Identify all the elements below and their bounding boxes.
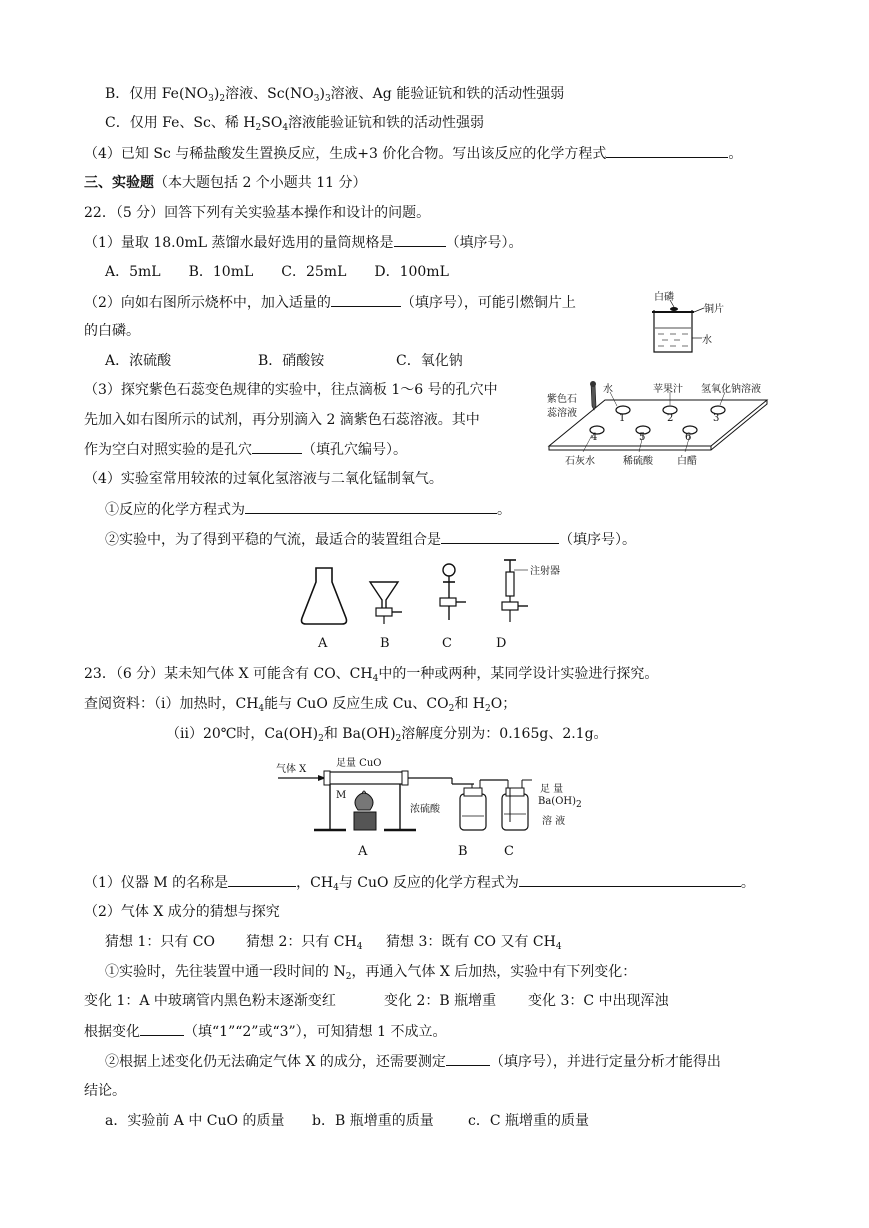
sulfuric-acid-label: 浓硫酸 — [410, 804, 440, 815]
q22-stem: 22．（5 分）回答下列有关实验基本操作和设计的问题。 — [84, 205, 431, 221]
q23-part1: （1）仪器 M 的名称是 ，$CH_4$与 CuO 反应的化学方程式为 。 — [84, 872, 755, 898]
gas-x-label: 气体 X — [276, 764, 307, 775]
answer-blank[interactable] — [252, 439, 302, 454]
q21-part4: （4）已知 Sc 与稀盐酸发生置换反应，生成+3 价化合物。写出该反应的化学方程式 。 — [84, 143, 742, 164]
cuo-label: 足量 CuO — [336, 758, 382, 769]
q22-part4-stem: （4）实验室常用较浓的过氧化氢溶液与二氧化锰制氧气。 — [84, 471, 443, 487]
q23-change-2: 变化 2：B 瓶增重 — [384, 993, 497, 1009]
setup-b-label: B — [458, 844, 468, 859]
q22-part2: （2）向如右图所示烧杯中，加入适量的 （填序号），可能引燃铜片上 — [84, 292, 576, 313]
q23-guess-1: 猜想 1：只有 CO — [105, 934, 215, 950]
hole-1: 1 — [619, 413, 626, 424]
phosphorus-label: 白磷 — [654, 292, 674, 303]
q22-part2-option-b: B．硝酸铵 — [258, 353, 325, 369]
burner-m-label: M — [336, 790, 347, 801]
q23-step-2-line2: 结论。 — [84, 1083, 126, 1099]
q22-part3-line2: 先加入如右图所示的试剂，再分别滴入 2 滴紫色石蕊溶液。其中 — [84, 412, 480, 428]
litmus-label: 紫色石 — [547, 394, 577, 405]
reagent-6: 白醋 — [677, 456, 697, 467]
reagent-5: 稀硫酸 — [623, 456, 653, 467]
q23-change-3: 变化 3：C 中出现浑浊 — [528, 993, 669, 1009]
apparatus-c-label: C — [442, 636, 452, 651]
q22-part3-line3: 作为空白对照实验的是孔穴 （填孔穴编号）。 — [84, 439, 407, 460]
q22-part1-options: A．5mL B．10mL C．25mL D．100mL — [105, 264, 449, 280]
answer-blank[interactable] — [331, 292, 401, 307]
hole-3: 3 — [713, 413, 720, 424]
hole-2: 2 — [667, 413, 674, 424]
q23-conclusion: 根据变化 （填“1”“2”或“3”），可知猜想 1 不成立。 — [84, 1021, 446, 1042]
section-title: 三、实验题（本大题包括 2 个小题共 11 分） — [84, 175, 367, 191]
beaker-figure — [640, 290, 750, 360]
q23-part2-stem: （2）气体 X 成分的猜想与探究 — [84, 904, 280, 920]
q23-reference-1: 查阅资料：（ⅰ）加热时，$CH_4$能与 CuO 反应生成 Cu、$CO_2$和 $H_2O$； — [84, 696, 517, 714]
q21-option-c: C．仅用 Fe、Sc、稀 $H_2SO_4$溶液能验证钪和铁的活动性强弱 — [105, 115, 485, 133]
reagent-2: 苹果汁 — [653, 384, 683, 395]
q22-part2-option-a: A．浓硫酸 — [105, 353, 172, 369]
baoh-label-3: 溶 液 — [542, 816, 566, 827]
q23-step-2: ②根据上述变化仍无法确定气体 X 的成分，还需要测定 （填序号），并进行定量分析才能得出 — [105, 1051, 721, 1072]
water-label: 水 — [702, 335, 712, 346]
answer-blank[interactable] — [140, 1021, 184, 1036]
apparatus-b-label: B — [380, 636, 390, 651]
answer-blank[interactable] — [228, 872, 296, 887]
reagent-3: 氢氧化钠溶液 — [701, 384, 761, 395]
q23-stem: 23．（6 分）某未知气体 X 可能含有 CO、$CH_4$中的一种或两种，某同学设计实验进行探究。 — [84, 666, 659, 684]
litmus-label-2: 蕊溶液 — [547, 408, 577, 419]
baoh-label-2: Ba(OH)2 — [538, 796, 582, 810]
q22-part2-option-c: C．氧化钠 — [396, 353, 463, 369]
answer-blank[interactable] — [606, 143, 728, 158]
baoh-label-1: 足 量 — [540, 784, 564, 795]
copper-label: 铜片 — [704, 304, 724, 315]
q23-step-1: ①实验时，先往装置中通一段时间的 $N_2$，再通入气体 X 后加热，实验中有下列变化： — [105, 964, 637, 982]
q23-change-1: 变化 1：A 中玻璃管内黑色粉末逐渐变红 — [84, 993, 336, 1009]
spot-plate-figure — [545, 378, 770, 466]
q22-part1: （1）量取 18.0mL 蒸馏水最好选用的量筒规格是 （填序号）。 — [84, 232, 523, 253]
syringe-label: 注射器 — [530, 566, 560, 577]
q22-part3-line1: （3）探究紫色石蕊变色规律的实验中，往点滴板 1～6 号的孔穴中 — [84, 382, 498, 398]
q23-option-c: c．C 瓶增重的质量 — [468, 1113, 590, 1129]
q23-option-a: a．实验前 A 中 CuO 的质量 — [105, 1113, 285, 1129]
answer-blank[interactable] — [245, 499, 497, 514]
apparatus-a-label: A — [318, 636, 328, 651]
setup-a-label: A — [358, 844, 368, 859]
hole-5: 5 — [639, 432, 646, 443]
answer-blank[interactable] — [446, 1051, 490, 1066]
apparatus-d-label: D — [496, 636, 507, 651]
answer-blank[interactable] — [394, 232, 446, 247]
q23-option-b: b．B 瓶增重的质量 — [312, 1113, 434, 1129]
answer-blank[interactable] — [441, 529, 559, 544]
q23-reference-2: （ⅱ）20℃时，$Ca(OH)_2$和 $Ba(OH)_2$溶解度分别为：0.165g、2.1g。 — [166, 726, 608, 744]
hole-4: 4 — [591, 432, 598, 443]
q21-option-b: B．仅用 $Fe(NO_3)_2$溶液、$Sc(NO_3)_3$溶液、Ag 能验证钪和铁的活动性强弱 — [105, 86, 565, 104]
q23-guess-2: 猜想 2：只有 $CH_4$ — [246, 934, 363, 952]
setup-figure — [276, 752, 606, 864]
reagent-1: 水 — [603, 384, 613, 395]
setup-c-label: C — [504, 844, 514, 859]
apparatus-figure — [298, 558, 598, 654]
q23-guess-3: 猜想 3：既有 CO 又有 $CH_4$ — [386, 934, 562, 952]
reagent-4: 石灰水 — [565, 456, 595, 467]
hole-6: 6 — [685, 432, 692, 443]
q22-part2-line2: 的白磷。 — [84, 323, 140, 339]
q22-part4-ii: ②实验中，为了得到平稳的气流，最适合的装置组合是 （填序号）。 — [105, 529, 636, 550]
answer-blank[interactable] — [519, 872, 741, 887]
q22-part4-i: ①反应的化学方程式为 。 — [105, 499, 511, 520]
